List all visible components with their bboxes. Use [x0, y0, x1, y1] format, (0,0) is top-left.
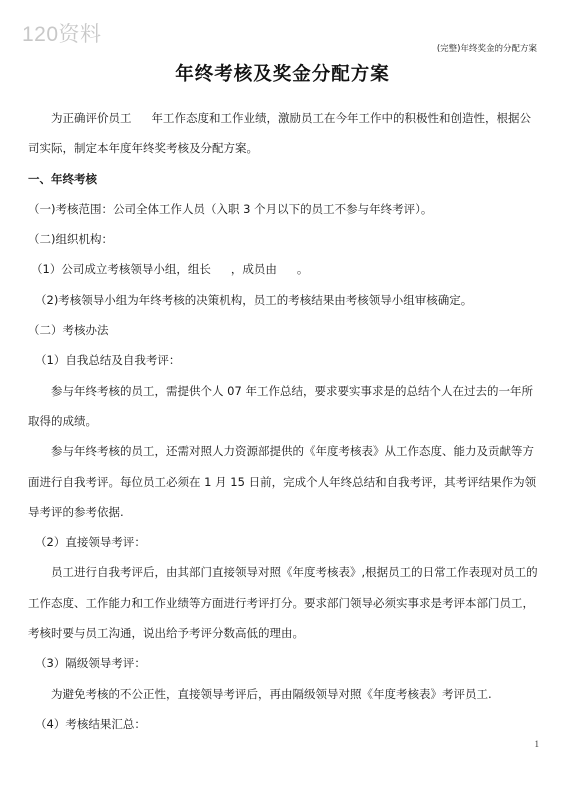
org-item-2: （2)考核领导小组为年终考核的决策机构，员工的考核结果由考核领导小组审核确定。 [35, 292, 473, 307]
skip-eval-paragraph: 为避免考核的不公正性，直接领导考评后，再由隔级领导对照《年度考核表》考评员工. [51, 686, 492, 701]
org-item-1: （1）公司成立考核领导小组，组长 ，成员由 。 [31, 262, 309, 277]
self-eval-paragraph-2: 参与年终考核的员工，还需对照人力资源部提供的《年度考核表》从工作态度、能力及贡献等方面进行自我考评。每位员工必须在 1 月 15 日前，完成个人年终总结和自我考评，其考评结果作为领导考评的参考依据. [28, 444, 537, 519]
summary-heading: （4）考核结果汇总： [35, 716, 146, 731]
self-eval-paragraph-1: 参与年终考核的员工，需提供个人 07 年工作总结，要求要实事求是的总结个人在过去的一年所取得的成绩。 [28, 383, 533, 428]
method-heading: （二）考核办法 [28, 323, 109, 338]
direct-eval-heading: （2）直接领导考评： [35, 535, 146, 550]
page-number: 1 [534, 739, 539, 749]
document-title: 年终考核及奖金分配方案 [175, 64, 390, 85]
intro-paragraph: 为正确评价员工 年工作态度和工作业绩，激励员工在今年工作中的积极性和创造性，根据公司实际，制定本年度年终奖考核及分配方案。 [28, 111, 531, 156]
header-note: (完整)年终奖金的分配方案 [436, 44, 537, 54]
scope-line: （一)考核范围：公司全体工作人员（入职 3 个月以下的员工不参与年终考评）。 [28, 201, 433, 216]
org-heading: （二)组织机构： [28, 232, 113, 247]
section-heading: 一、年终考核 [28, 171, 97, 186]
watermark: 120资料 [22, 23, 102, 46]
skip-eval-heading: （3）隔级领导考评： [35, 656, 146, 671]
document-body [28, 103, 540, 739]
direct-eval-paragraph: 员工进行自我考评后，由其部门直接领导对照《年度考核表》,根据员工的日常工作表现对员工的工作态度、工作能力和工作业绩等方面进行考评打分。要求部门领导必须实事求是考评本部门员工，考核时要与员工沟通，说出给予考评分数高低的理由。 [28, 565, 538, 641]
self-eval-heading: （1）自我总结及自我考评： [35, 353, 181, 368]
